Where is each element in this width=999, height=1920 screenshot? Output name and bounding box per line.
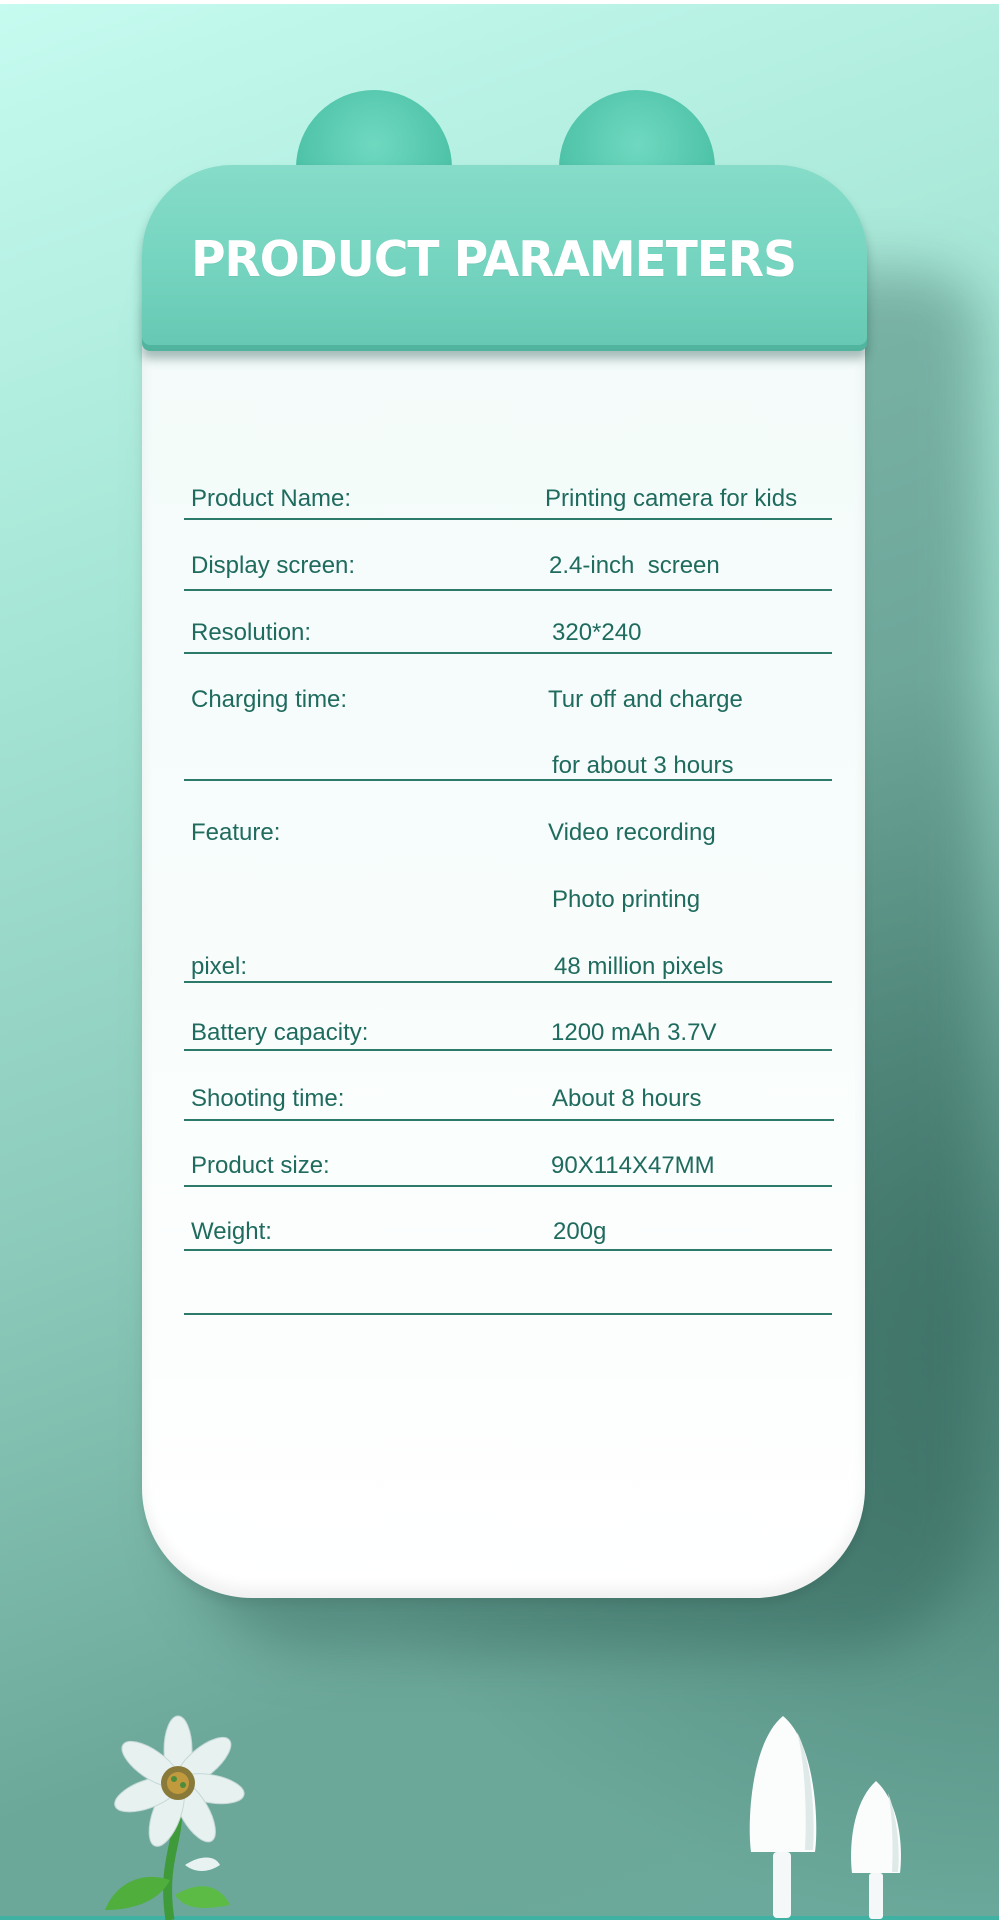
product-name-value: Printing camera for kids bbox=[545, 485, 798, 512]
divider bbox=[184, 589, 832, 591]
feature-value-line1: Video recording bbox=[548, 819, 716, 846]
feature-value-line2: Photo printing bbox=[552, 886, 701, 913]
divider bbox=[184, 652, 832, 654]
product-name-label: Product Name: bbox=[191, 485, 352, 512]
divider bbox=[184, 518, 832, 520]
battery-capacity-label: Battery capacity: bbox=[191, 1019, 369, 1046]
divider bbox=[184, 779, 832, 781]
resolution-label: Resolution: bbox=[191, 619, 312, 646]
divider bbox=[184, 1119, 834, 1121]
divider bbox=[184, 1249, 832, 1251]
charging-time-label: Charging time: bbox=[191, 686, 348, 713]
flower-decoration bbox=[90, 1705, 270, 1920]
divider bbox=[184, 981, 832, 983]
feature-label: Feature: bbox=[191, 819, 281, 846]
mushroom-large-decoration bbox=[745, 1712, 821, 1920]
divider bbox=[184, 1049, 832, 1051]
display-screen-value: 2.4-inch screen bbox=[549, 552, 720, 579]
resolution-value: 320*240 bbox=[552, 619, 642, 646]
product-size-label: Product size: bbox=[191, 1152, 330, 1179]
divider bbox=[184, 1185, 832, 1187]
shooting-time-label: Shooting time: bbox=[191, 1085, 345, 1112]
divider bbox=[184, 1313, 832, 1315]
charging-time-value-line2: for about 3 hours bbox=[552, 752, 734, 779]
mushroom-small-decoration bbox=[848, 1778, 904, 1920]
weight-label: Weight: bbox=[191, 1218, 272, 1245]
pixel-label: pixel: bbox=[191, 953, 248, 980]
weight-value: 200g bbox=[553, 1218, 607, 1245]
shooting-time-value: About 8 hours bbox=[552, 1085, 702, 1112]
battery-capacity-value: 1200 mAh 3.7V bbox=[551, 1019, 717, 1046]
pixel-value: 48 million pixels bbox=[554, 953, 724, 980]
charging-time-value-line1: Tur off and charge bbox=[548, 686, 743, 713]
top-strip bbox=[0, 0, 999, 4]
display-screen-label: Display screen: bbox=[191, 552, 356, 579]
product-size-value: 90X114X47MM bbox=[551, 1152, 715, 1179]
page-title: PRODUCT PARAMETERS bbox=[191, 230, 796, 289]
